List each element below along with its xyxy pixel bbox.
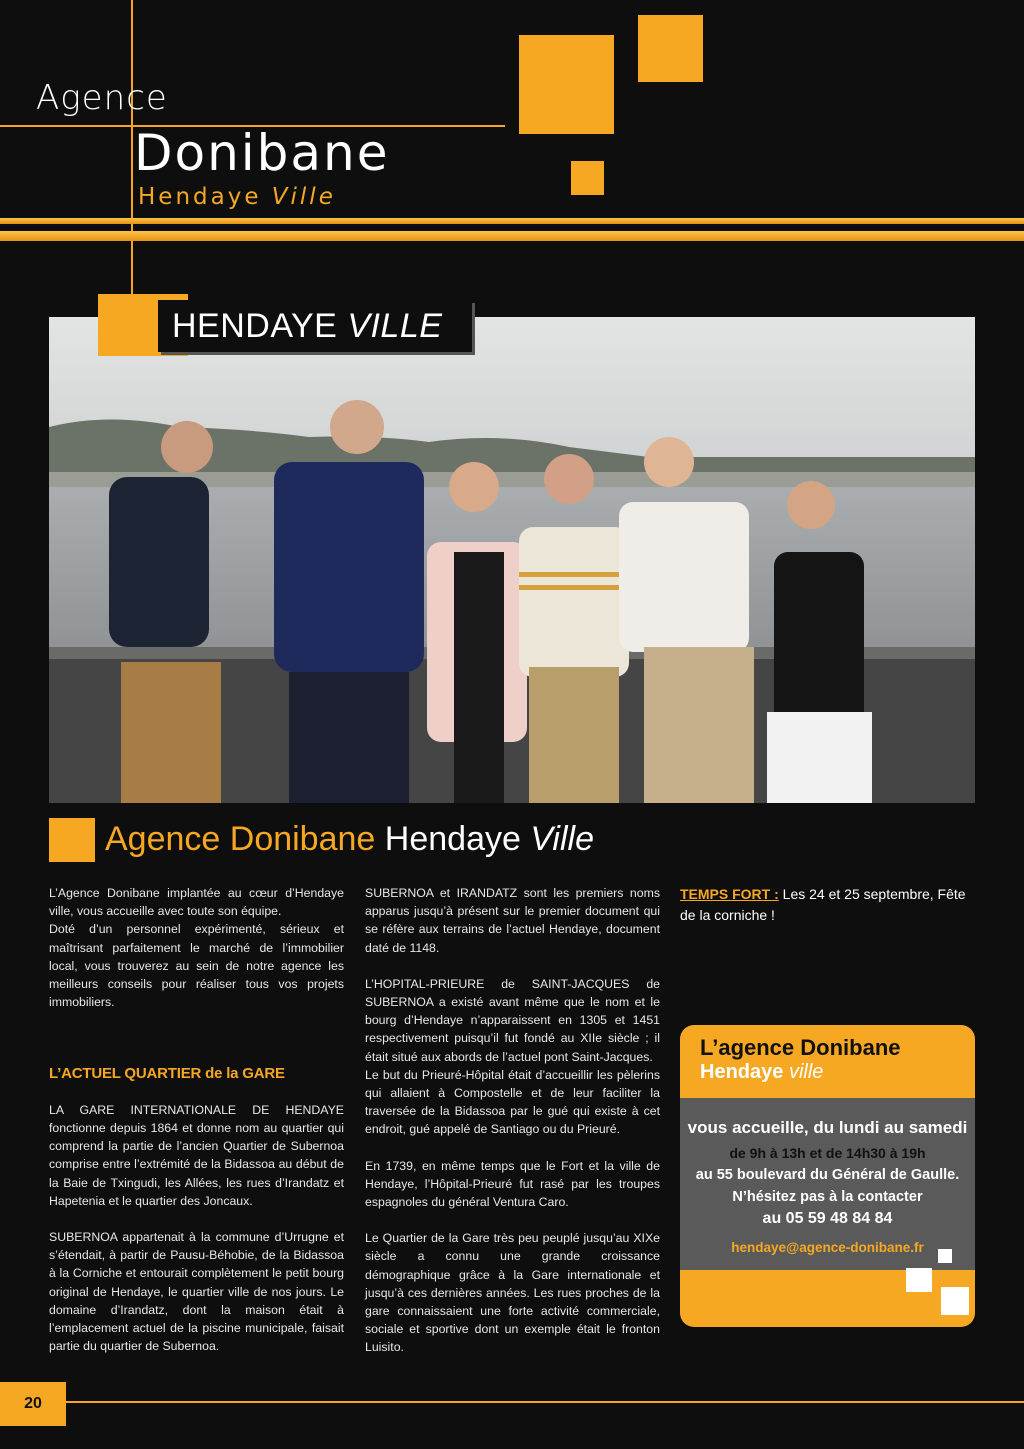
brand-sub-main: Hendaye xyxy=(138,184,262,210)
header-bar-lower xyxy=(0,231,1024,241)
contact-deco-square-2 xyxy=(906,1268,932,1292)
temps-fort-text: Les 24 et 25 septembre, Fête de la corniche ! xyxy=(680,886,966,923)
section-title-square xyxy=(49,818,95,862)
section-title-italic: Ville xyxy=(530,820,594,858)
page-number: 20 xyxy=(0,1382,66,1426)
section-title-white: Hendaye xyxy=(384,820,521,858)
contact-subtitle xyxy=(700,1061,955,1084)
history-paragraph-4: En 1739, en même temps que le Fort et la ville de Hendaye, l’Hôpital-Prieuré fut rasé par les troupes espagnoles du général Ventura Caro. xyxy=(365,1158,660,1210)
photo-label-italic: VILLE xyxy=(347,306,443,345)
brand-subtitle xyxy=(138,184,336,210)
history-paragraph-1: SUBERNOA et IRANDATZ sont les premiers noms apparus jusqu’à présent sur le premier document qui se réfère aux terrains de l’actuel Hendaye, document daté de 1148. xyxy=(365,886,660,955)
section-title-orange: Agence Donibane xyxy=(105,820,376,858)
photo-label xyxy=(158,300,472,352)
gare-heading: L’ACTUEL QUARTIER de la GARE xyxy=(49,1064,285,1082)
footer-rule xyxy=(0,1401,1024,1403)
contact-subtitle-main: Hendaye xyxy=(700,1061,784,1083)
text-column-1 xyxy=(49,884,344,1373)
contact-address: au 55 boulevard du Général de Gaulle. xyxy=(695,1167,960,1183)
temps-fort-label: TEMPS FORT : xyxy=(680,886,779,902)
contact-phone[interactable]: au 05 59 48 84 84 xyxy=(762,1210,893,1227)
history-paragraph-3: Le but du Prieuré-Hôpital était d’accueillir les pèlerins qui allaient à Compostelle et de leur faciliter la traversée de la Bidassoa par le gué qui existe à cet endroit, gué appelé de Santiago ou du Prieuré. xyxy=(365,1067,660,1137)
brand-sub-italic: Ville xyxy=(271,184,336,210)
contact-subtitle-italic: ville xyxy=(788,1061,824,1083)
history-paragraph-2: L’HOPITAL-PRIEURE de SAINT-JACQUES de SUBERNOA a existé avant même que le nom et le bourg d’Hendaye n’apparaissent en 1305 et 1451 respectivement puisqu’il fut fondé au XIIe siècle ; il était situé aux abords de l’actuel pont Saint-Jacques. xyxy=(365,976,660,1064)
contact-deco-square-1 xyxy=(938,1249,952,1263)
temps-fort xyxy=(680,884,980,926)
contact-hours: de 9h à 13h et de 14h30 à 19h xyxy=(729,1145,926,1161)
gare-paragraph-1: LA GARE INTERNATIONALE DE HENDAYE fonctionne depuis 1864 et donne nom au quartier qui comprend la partie de l’ancien Quartier de Subernoa comprise entre l’extrémité de la Bidassoa au début de la Baie de Txingudi, les Allées, les rues d’Irandatz et Hapetenia et le quartier des Joncaux. xyxy=(49,1102,344,1208)
brand-agence: Agence xyxy=(36,78,168,118)
gare-paragraph-2: SUBERNOA appartenait à la commune d’Urrugne et s’étendait, à partir de Pausu-Béhobie, de la Bidassoa à la Corniche et entourait complètement le petit bourg original de Hendaye, le quartier ville de nos jours. Le domaine d’Irandatz, dont la maison était à l’emplacement actuel de la piscine municipale, faisait partie du quartier de Subernoa. xyxy=(49,1230,344,1354)
contact-email[interactable]: hendaye@agence-donibane.fr xyxy=(731,1240,924,1255)
logo-square-small xyxy=(571,161,604,195)
section-title xyxy=(105,820,594,859)
contact-cta: N’hésitez pas à la contacter xyxy=(732,1189,923,1205)
photo-label-main: HENDAYE xyxy=(172,306,338,345)
header-vertical-rule xyxy=(131,0,133,297)
contact-welcome: vous accueille, du lundi au samedi xyxy=(687,1118,968,1137)
history-paragraph-5: Le Quartier de la Gare très peu peuplé jusqu’au XIXe siècle a connu une grande croissance démographique grâce à la Gare internationale et jusqu’à ces dernières années. Les rues proches de la gare connaissaient une forte activité commerciale, sociale et sportive dont un exemple était le fronton Luisito. xyxy=(365,1231,660,1355)
team-photo-illustration xyxy=(49,317,975,803)
brand-donibane: Donibane xyxy=(134,124,390,182)
contact-details xyxy=(680,1098,975,1270)
intro-paragraph: L’Agence Donibane implantée au cœur d’Hendaye ville, vous accueille avec toute son équipe. xyxy=(49,886,344,919)
logo-square-medium xyxy=(638,15,703,82)
contact-box xyxy=(680,1025,975,1327)
team-photo xyxy=(49,317,975,803)
header-bar-upper xyxy=(0,218,1024,224)
logo-square-large xyxy=(519,35,614,134)
intro-paragraph-2: Doté d’un personnel expérimenté, sérieux et maîtrisant parfaitement le marché de l’immobilier local, vous trouverez au sein de notre agence les meilleurs conseils pour réaliser tous vos projets immobiliers. xyxy=(49,922,344,1010)
text-column-2 xyxy=(365,884,660,1375)
contact-deco-square-3 xyxy=(941,1287,969,1315)
contact-title: L’agence Donibane xyxy=(700,1035,901,1060)
